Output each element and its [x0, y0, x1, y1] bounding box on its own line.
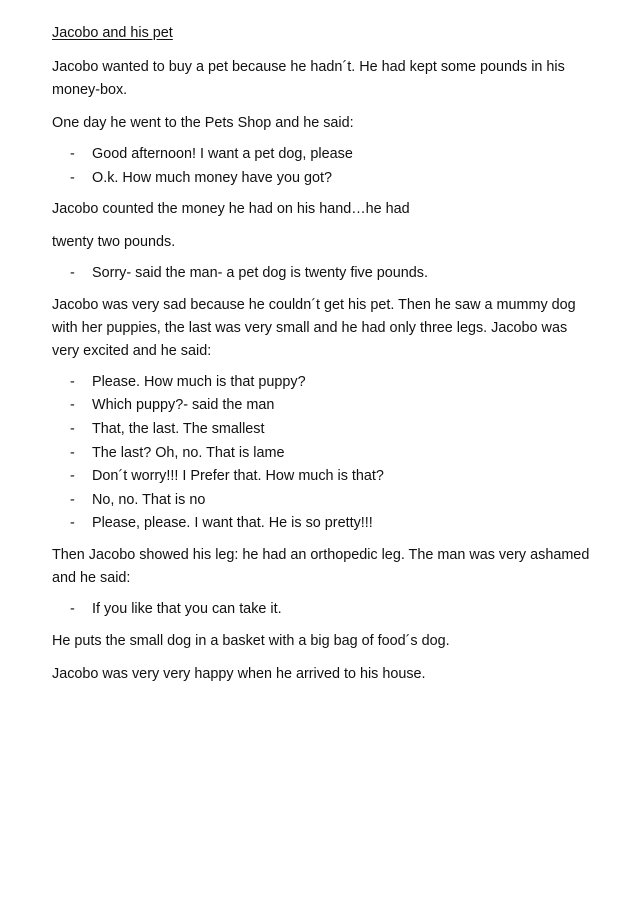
dialogue-line: - Please, please. I want that. He is so pretty!!! — [52, 512, 597, 536]
dialogue-line: - The last? Oh, no. That is lame — [52, 442, 597, 466]
paragraph-pets-shop: One day he went to the Pets Shop and he said: — [52, 115, 354, 131]
document-page — [52, 22, 597, 696]
dialogue-list-4 — [52, 598, 597, 622]
dash-marker: - — [70, 515, 75, 532]
dialogue-list-2 — [52, 262, 597, 286]
dialogue-line: - Sorry- said the man- a pet dog is twenty five pounds. — [52, 262, 597, 286]
paragraph-sad: Jacobo was very sad because he couldn´t get his pet. Then he saw a mummy dog with her puppies, the last was very small and he had only three legs. Jacobo was very excited and he said: — [52, 296, 576, 359]
dialogue-line: - That, the last. The smallest — [52, 418, 597, 442]
dialogue-list-1 — [52, 143, 597, 190]
dialogue-line: - Please. How much is that puppy? — [52, 371, 597, 395]
dialogue-line: - Which puppy?- said the man — [52, 394, 597, 418]
document-title: Jacobo and his pet — [52, 25, 173, 41]
dash-marker: - — [70, 397, 75, 414]
dialogue-line: - No, no. That is no — [52, 489, 597, 513]
dialogue-line: - Don´t worry!!! I Prefer that. How much is that? — [52, 465, 597, 489]
dialogue-line: - Good afternoon! I want a pet dog, please — [52, 143, 597, 167]
paragraph-orthopedic: Then Jacobo showed his leg: he had an orthopedic leg. The man was very ashamed and he said: — [52, 546, 590, 586]
dash-marker: - — [70, 420, 75, 437]
paragraph-happy: Jacobo was very very happy when he arrived to his house. — [52, 665, 426, 682]
paragraph-counted: Jacobo counted the money he had on his hand…he had — [52, 201, 410, 218]
paragraph-intro: Jacobo wanted to buy a pet because he hadn´t. He had kept some pounds in his money-box. — [52, 59, 565, 98]
dash-marker: - — [70, 468, 75, 485]
dialogue-line: - If you like that you can take it. — [52, 598, 597, 622]
dash-marker: - — [70, 265, 75, 282]
dash-marker: - — [70, 444, 75, 461]
dash-marker: - — [70, 600, 75, 617]
dash-marker: - — [70, 146, 75, 162]
paragraph-basket: He puts the small dog in a basket with a big bag of food´s dog. — [52, 632, 450, 649]
dialogue-list-3 — [52, 371, 597, 536]
dialogue-line: - O.k. How much money have you got? — [52, 167, 597, 191]
dash-marker: - — [70, 169, 75, 186]
paragraph-pounds: twenty two pounds. — [52, 234, 176, 251]
dash-marker: - — [70, 491, 75, 508]
dash-marker: - — [70, 373, 75, 390]
